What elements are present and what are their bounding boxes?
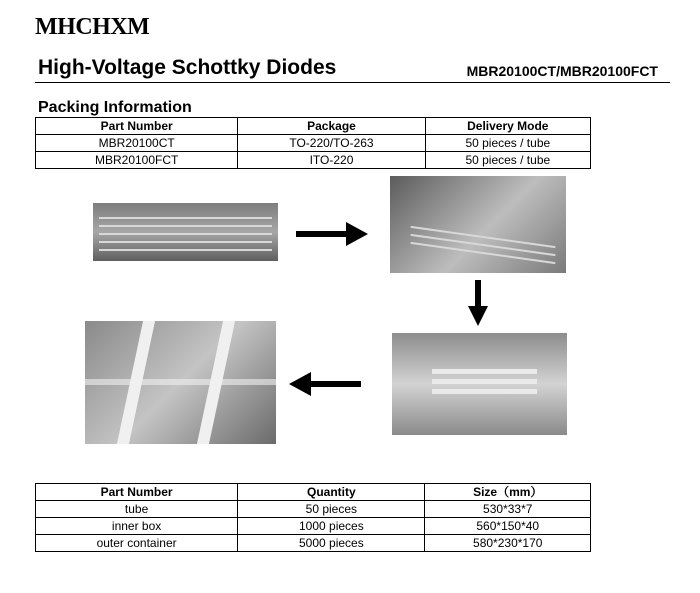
inner-box-photo	[390, 176, 566, 273]
outer-container-photo	[85, 321, 276, 444]
page-title: High-Voltage Schottky Diodes	[38, 56, 337, 79]
table-cell: 530*33*7	[425, 501, 591, 518]
table-cell: tube	[36, 501, 238, 518]
table-cell: TO-220/TO-263	[238, 135, 425, 152]
table-row	[36, 518, 591, 535]
header-size: Size（mm）	[425, 484, 591, 501]
arrow-left-icon	[289, 372, 361, 396]
table-cell: MBR20100CT	[36, 135, 238, 152]
dimensions-table	[35, 483, 591, 552]
arrow-down-icon	[468, 280, 488, 326]
section-title: Packing Information	[38, 99, 192, 116]
table-cell: 1000 pieces	[238, 518, 425, 535]
table-row	[36, 535, 591, 552]
logo: MHCHXM	[35, 14, 150, 40]
arrow-right-icon	[296, 222, 368, 246]
table-row	[36, 501, 591, 518]
header-part-number: Part Number	[36, 118, 238, 135]
header-package: Package	[238, 118, 425, 135]
table-header-row	[36, 484, 591, 501]
header-part-number: Part Number	[36, 484, 238, 501]
table-cell: 560*150*40	[425, 518, 591, 535]
table-row	[36, 152, 591, 169]
table-cell: ITO-220	[238, 152, 425, 169]
table-cell: inner box	[36, 518, 238, 535]
table-cell: 50 pieces	[238, 501, 425, 518]
table-cell: 5000 pieces	[238, 535, 425, 552]
header-quantity: Quantity	[238, 484, 425, 501]
model-number: MBR20100CT/MBR20100FCT	[466, 63, 658, 79]
open-box-photo	[392, 333, 567, 435]
table-cell: 580*230*170	[425, 535, 591, 552]
table-cell: outer container	[36, 535, 238, 552]
table-cell: 50 pieces / tube	[425, 135, 590, 152]
packing-table	[35, 117, 591, 169]
table-header-row	[36, 118, 591, 135]
table-row	[36, 135, 591, 152]
header-delivery-mode: Delivery Mode	[425, 118, 590, 135]
tubes-photo	[93, 203, 278, 261]
title-divider	[35, 82, 670, 83]
table-cell: 50 pieces / tube	[425, 152, 590, 169]
table-cell: MBR20100FCT	[36, 152, 238, 169]
